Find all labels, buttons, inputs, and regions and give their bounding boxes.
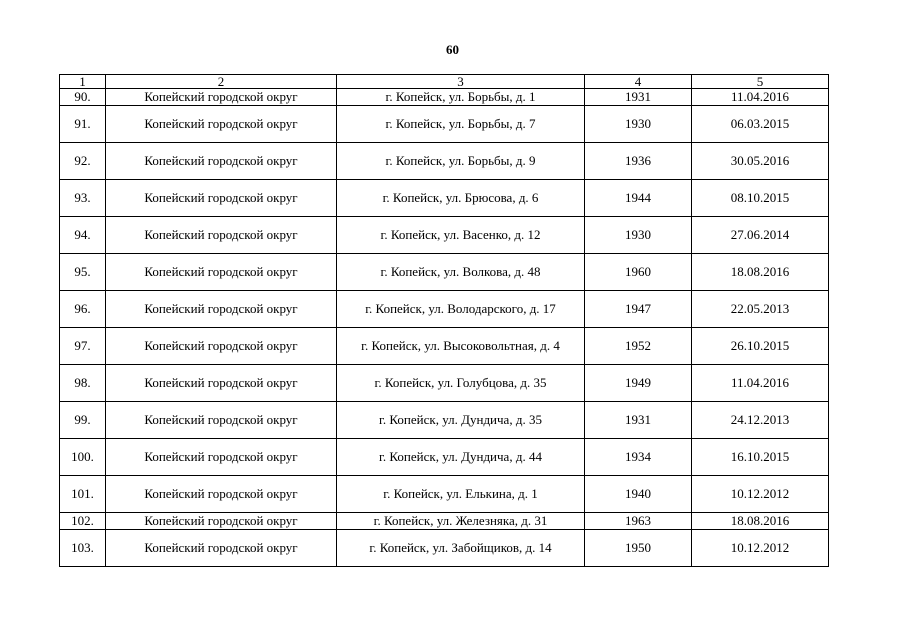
- date-cell: 18.08.2016: [692, 513, 829, 530]
- date-cell: 10.12.2012: [692, 530, 829, 567]
- row-number-cell: 92.: [60, 143, 106, 180]
- table-row: [60, 89, 829, 106]
- district-cell: Копейский городской округ: [106, 180, 337, 217]
- build-year-cell: 1949: [585, 365, 692, 402]
- table-row: [60, 254, 829, 291]
- date-cell: 16.10.2015: [692, 439, 829, 476]
- column-number: 3: [337, 75, 585, 89]
- date-cell: 24.12.2013: [692, 402, 829, 439]
- district-cell: Копейский городской округ: [106, 513, 337, 530]
- district-cell: Копейский городской округ: [106, 143, 337, 180]
- district-cell: Копейский городской округ: [106, 530, 337, 567]
- build-year-cell: 1934: [585, 439, 692, 476]
- date-cell: 22.05.2013: [692, 291, 829, 328]
- table-row: [60, 217, 829, 254]
- district-cell: Копейский городской округ: [106, 254, 337, 291]
- row-number-cell: 100.: [60, 439, 106, 476]
- district-cell: Копейский городской округ: [106, 402, 337, 439]
- table-row: [60, 365, 829, 402]
- date-cell: 11.04.2016: [692, 365, 829, 402]
- address-cell: г. Копейск, ул. Елькина, д. 1: [337, 476, 585, 513]
- address-cell: г. Копейск, ул. Брюсова, д. 6: [337, 180, 585, 217]
- address-cell: г. Копейск, ул. Дундича, д. 44: [337, 439, 585, 476]
- row-number-cell: 96.: [60, 291, 106, 328]
- date-cell: 18.08.2016: [692, 254, 829, 291]
- district-cell: Копейский городской округ: [106, 106, 337, 143]
- district-cell: Копейский городской округ: [106, 476, 337, 513]
- table-row: [60, 180, 829, 217]
- row-number-cell: 90.: [60, 89, 106, 106]
- table-row: [60, 328, 829, 365]
- build-year-cell: 1931: [585, 402, 692, 439]
- build-year-cell: 1931: [585, 89, 692, 106]
- build-year-cell: 1950: [585, 530, 692, 567]
- date-cell: 06.03.2015: [692, 106, 829, 143]
- column-number: 5: [692, 75, 829, 89]
- build-year-cell: 1947: [585, 291, 692, 328]
- row-number-cell: 103.: [60, 530, 106, 567]
- row-number-cell: 101.: [60, 476, 106, 513]
- build-year-cell: 1940: [585, 476, 692, 513]
- table-row: [60, 513, 829, 530]
- row-number-cell: 91.: [60, 106, 106, 143]
- build-year-cell: 1936: [585, 143, 692, 180]
- address-cell: г. Копейск, ул. Голубцова, д. 35: [337, 365, 585, 402]
- page-number: 60: [446, 42, 459, 57]
- build-year-cell: 1963: [585, 513, 692, 530]
- address-cell: г. Копейск, ул. Дундича, д. 35: [337, 402, 585, 439]
- column-number: 4: [585, 75, 692, 89]
- table-body: [60, 75, 829, 567]
- column-number: 1: [60, 75, 106, 89]
- district-cell: Копейский городской округ: [106, 328, 337, 365]
- table-row: [60, 530, 829, 567]
- row-number-cell: 93.: [60, 180, 106, 217]
- district-cell: Копейский городской округ: [106, 439, 337, 476]
- build-year-cell: 1944: [585, 180, 692, 217]
- housing-registry-table: [59, 74, 829, 567]
- column-number-row: [60, 75, 829, 89]
- district-cell: Копейский городской округ: [106, 291, 337, 328]
- date-cell: 30.05.2016: [692, 143, 829, 180]
- table-row: [60, 439, 829, 476]
- date-cell: 10.12.2012: [692, 476, 829, 513]
- table-row: [60, 143, 829, 180]
- table-row: [60, 402, 829, 439]
- district-cell: Копейский городской округ: [106, 217, 337, 254]
- build-year-cell: 1960: [585, 254, 692, 291]
- row-number-cell: 98.: [60, 365, 106, 402]
- address-cell: г. Копейск, ул. Железняка, д. 31: [337, 513, 585, 530]
- build-year-cell: 1952: [585, 328, 692, 365]
- address-cell: г. Копейск, ул. Высоковольтная, д. 4: [337, 328, 585, 365]
- table-row: [60, 106, 829, 143]
- district-cell: Копейский городской округ: [106, 89, 337, 106]
- address-cell: г. Копейск, ул. Борьбы, д. 9: [337, 143, 585, 180]
- district-cell: Копейский городской округ: [106, 365, 337, 402]
- row-number-cell: 94.: [60, 217, 106, 254]
- build-year-cell: 1930: [585, 217, 692, 254]
- row-number-cell: 102.: [60, 513, 106, 530]
- table-row: [60, 476, 829, 513]
- table-row: [60, 291, 829, 328]
- build-year-cell: 1930: [585, 106, 692, 143]
- address-cell: г. Копейск, ул. Володарского, д. 17: [337, 291, 585, 328]
- row-number-cell: 99.: [60, 402, 106, 439]
- address-cell: г. Копейск, ул. Борьбы, д. 7: [337, 106, 585, 143]
- date-cell: 27.06.2014: [692, 217, 829, 254]
- row-number-cell: 97.: [60, 328, 106, 365]
- address-cell: г. Копейск, ул. Волкова, д. 48: [337, 254, 585, 291]
- address-cell: г. Копейск, ул. Забойщиков, д. 14: [337, 530, 585, 567]
- date-cell: 08.10.2015: [692, 180, 829, 217]
- row-number-cell: 95.: [60, 254, 106, 291]
- column-number: 2: [106, 75, 337, 89]
- date-cell: 11.04.2016: [692, 89, 829, 106]
- date-cell: 26.10.2015: [692, 328, 829, 365]
- address-cell: г. Копейск, ул. Борьбы, д. 1: [337, 89, 585, 106]
- address-cell: г. Копейск, ул. Васенко, д. 12: [337, 217, 585, 254]
